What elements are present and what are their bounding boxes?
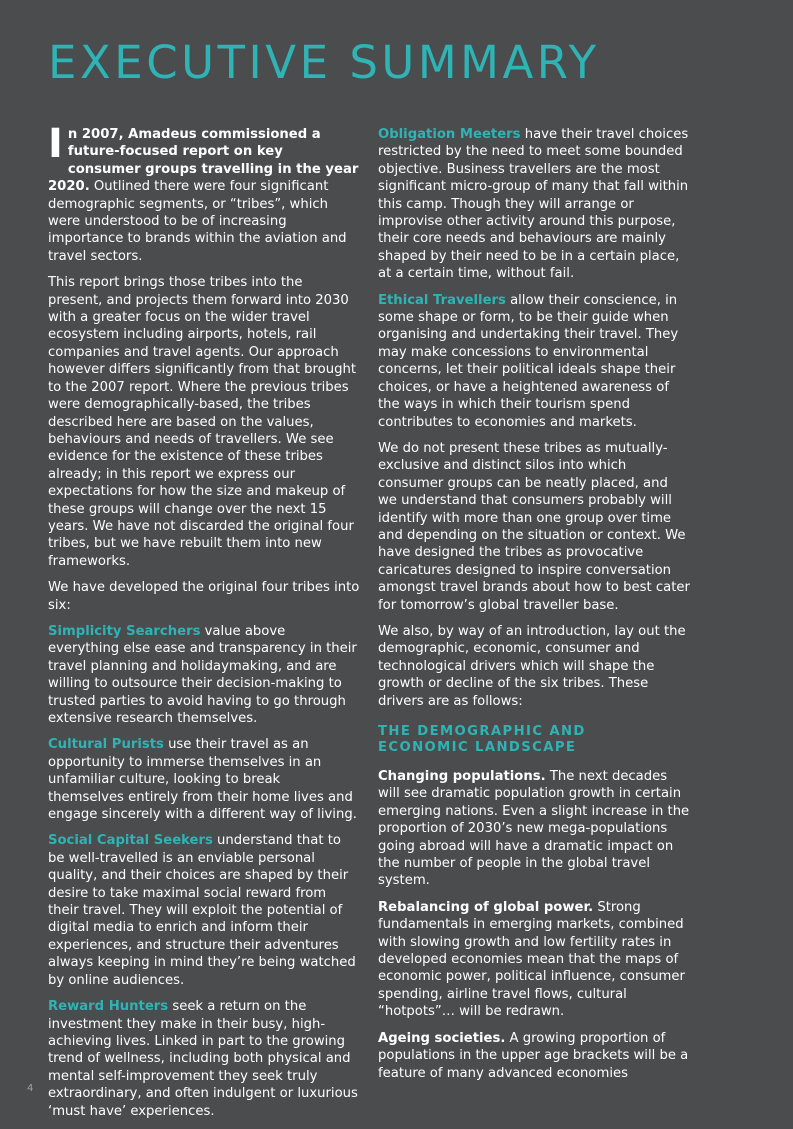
tribe-name: Simplicity Searchers bbox=[48, 623, 201, 639]
page-title: EXECUTIVE SUMMARY bbox=[48, 36, 600, 89]
tribe-name: Ethical Travellers bbox=[378, 292, 506, 308]
tribe-description: understand that to be well-travelled is an enviable personal quality, and their choices are shaped by their desire to take maximal social reward from their travel. They will exploit the potential of digital media to enrich and inform their experiences, and structure their adventures always keeping in mind they’re being watched by online audiences. bbox=[48, 833, 356, 988]
body-paragraph: We have developed the original four tribes into six: bbox=[48, 580, 360, 613]
section-heading-line: ECONOMIC LANDSCAPE bbox=[378, 740, 577, 755]
driver-label: Changing populations. bbox=[378, 769, 546, 784]
driver-label: Rebalancing of global power. bbox=[378, 899, 594, 915]
tribe-name: Reward Hunters bbox=[48, 999, 169, 1015]
right-column bbox=[378, 126, 690, 1091]
body-paragraph: This report brings those tribes into the present, and projects them forward into 2030 with a greater focus on the wider travel ecosystem including airports, hotels, rail companies and travel agents. Our approach however differs significantly from that brought to the 2007 report. Where the previous tribes were demographically-based, the tribes described here are based on the values, behaviours and needs of travellers. We see evidence for the existence of these tribes already; in this report we express our expectations for how the size and makeup of these groups will change over the next 15 years. We have not discarded the original four tribes, but we have rebuilt them into new frameworks. bbox=[48, 275, 357, 569]
tribe-description: value above everything else ease and transparency in their travel planning and holidaymaking, and are willing to outsource their decision-making to trusted parties to avoid having to go through extensive research themselves. bbox=[48, 623, 357, 726]
driver-paragraph bbox=[378, 768, 690, 890]
intro-rest: Outlined there were four significant demographic segments, or “tribes”, which were understood to be of increasing importance to brands within the aviation and travel sectors. bbox=[48, 179, 347, 264]
driver-paragraph bbox=[378, 899, 690, 1021]
drop-cap: I bbox=[48, 121, 63, 167]
driver-description: The next decades will see dramatic population growth in certain emerging nations. Even a slight increase in the proportion of 2030’s new mega-populations going abroad will have a dramatic impact on the number of people in the global travel system. bbox=[378, 769, 690, 889]
tribe-paragraph bbox=[48, 736, 360, 823]
tribe-paragraph bbox=[378, 292, 690, 431]
driver-description: A growing proportion of populations in the upper age brackets will be a feature of many advanced economies bbox=[378, 1030, 689, 1081]
tribe-paragraph bbox=[48, 623, 360, 727]
driver-label: Ageing societies. bbox=[378, 1030, 506, 1046]
tribe-name: Cultural Purists bbox=[48, 737, 164, 753]
tribe-paragraph bbox=[378, 126, 690, 283]
left-column bbox=[48, 121, 360, 1129]
tribe-description: use their travel as an opportunity to immerse themselves in an unfamiliar culture, looking to break themselves entirely from their home lives and engage sincerely with a different way of living. bbox=[48, 737, 357, 823]
tribe-description: allow their conscience, in some shape or form, to be their guide when organising and undertaking their travel. They may make concessions to environmental concerns, let their political ideals shape their choices, or have a heightened awareness of the ways in which their tourism spend contributes to economies and markets. bbox=[378, 292, 679, 430]
driver-paragraph bbox=[378, 1030, 690, 1082]
intro-paragraph bbox=[48, 121, 360, 265]
tribe-paragraph bbox=[48, 832, 360, 989]
section-heading-line: THE DEMOGRAPHIC AND bbox=[378, 724, 586, 739]
tribe-paragraph bbox=[48, 998, 360, 1120]
body-paragraph: We do not present these tribes as mutually-exclusive and distinct silos into which consumer groups can be neatly placed, and we understand that consumers probably will identify with more than one group over time and depending on the situation or context. We have designed the tribes as provocative caricatures designed to inspire conversation amongst travel brands about how to best cater for tomorrow’s global traveller base. bbox=[378, 440, 690, 613]
tribe-name: Social Capital Seekers bbox=[48, 833, 213, 849]
tribe-name: Obligation Meeters bbox=[378, 127, 521, 142]
tribe-description: seek a return on the investment they make in their busy, high-achieving lives. Linked in part to the growing trend of wellness, including both physical and mental self-improvement they seek truly extraordinary, and often indulgent or luxurious ‘must have’ experiences. bbox=[48, 999, 358, 1119]
driver-description: Strong fundamentals in emerging markets, combined with slowing growth and low fertility rates in developed economies mean that the maps of economic power, political influence, consumer spending, airline travel flows, cultural “hotpots”… will be redrawn. bbox=[378, 899, 685, 1020]
page-number: 4 bbox=[27, 1083, 34, 1094]
tribe-description: have their travel choices restricted by the need to meet some bounded objective. Business travellers are the most significant micro-group of many that fall within this camp. Though they will arrange or improvise other activity around this purpose, their core needs and behaviours are mainly shaped by their need to be in a certain place, at a certain time, without fail. bbox=[378, 127, 689, 282]
intro-lead: n 2007, Amadeus commissioned a future-focused report on key consumer groups travelling in the year 2020. bbox=[48, 127, 359, 195]
body-paragraph: We also, by way of an introduction, lay out the demographic, economic, consumer and technological drivers which will shape the growth or decline of the six tribes. These drivers are as follows: bbox=[378, 623, 686, 709]
section-heading bbox=[378, 724, 690, 756]
